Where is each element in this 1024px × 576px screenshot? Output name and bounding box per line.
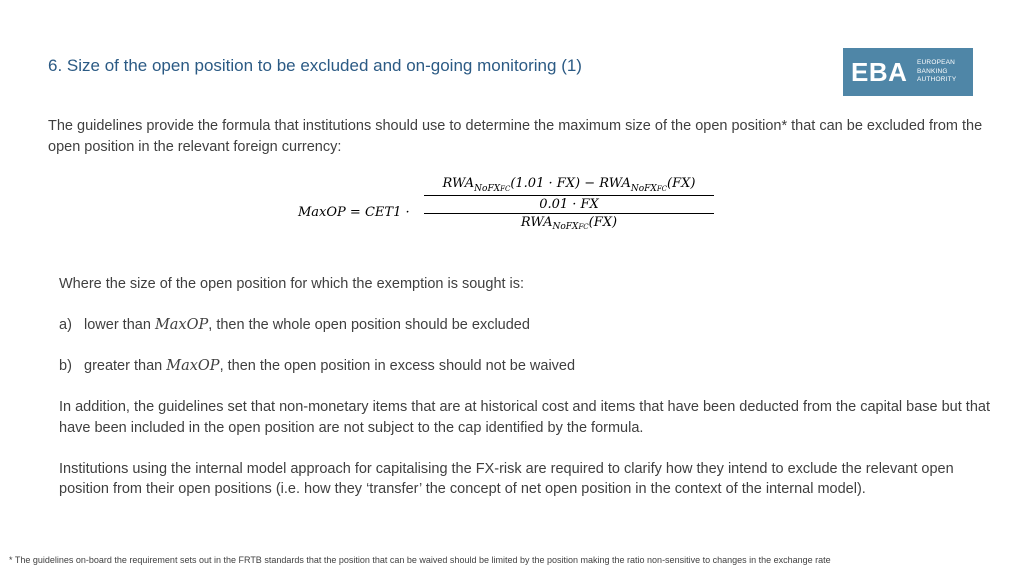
logo-line-2: BANKING (917, 67, 948, 75)
eba-logo (843, 48, 973, 96)
list-item: a) lower than MaxOP, then the whole open position should be excluded (59, 317, 530, 333)
logo-line-3: AUTHORITY (917, 76, 957, 84)
slide-title: 6. Size of the open position to be excluded and on-going monitoring (1) (48, 56, 582, 75)
formula-fraction (424, 176, 714, 232)
formula-lhs: MaxOP = CET1 · (298, 205, 410, 220)
list-item: b) greater than MaxOP, then the open position in excess should not be waived (59, 358, 576, 374)
logo-line-1: EUROPEAN (917, 59, 956, 67)
fraction-bar-top (424, 195, 714, 196)
intro-paragraph: The guidelines provide the formula that institutions should use to determine the maximum size of the open position* that can be excluded from the open position in the relevant foreign currency: (48, 118, 983, 155)
formula-denominator: $RWA_{NoFXFC}(FX)$ (520, 214, 618, 233)
logo-abbreviation: EBA (851, 56, 908, 87)
paragraph-internal-model: Institutions using the internal model approach for capitalising the FX-risk are required to clarify how they intend to exclude the relevant open position from their open positions (i.e. how they ‘transfer’ the concept of net open position in the context of the internal model). (59, 460, 954, 497)
paragraph-non-monetary: In addition, the guidelines set that non-monetary items that are at historical cost and items that have been deducted from the capital base but that have been included in the open position are not subject to the cap identified by the formula. (59, 399, 990, 436)
maxop-formula (298, 176, 718, 238)
body-text (59, 274, 999, 500)
footnote: * The guidelines on-board the requirement sets out in the FRTB standards that the position that can be waived should be limited by the position making the ratio non-sensitive to changes in the exchange rate (9, 555, 831, 565)
logo-fullname (917, 59, 956, 85)
fraction-bar-main (424, 213, 714, 214)
formula-numerator: $RWA_{NoFXFC}(1.01 \cdot FX) - RWA_{NoFXFC}(FX)$ (442, 176, 696, 194)
formula-inner-denominator: 0.01 · FX (539, 196, 599, 212)
conditions-intro: Where the size of the open position for which the exemption is sought is: (59, 276, 525, 292)
